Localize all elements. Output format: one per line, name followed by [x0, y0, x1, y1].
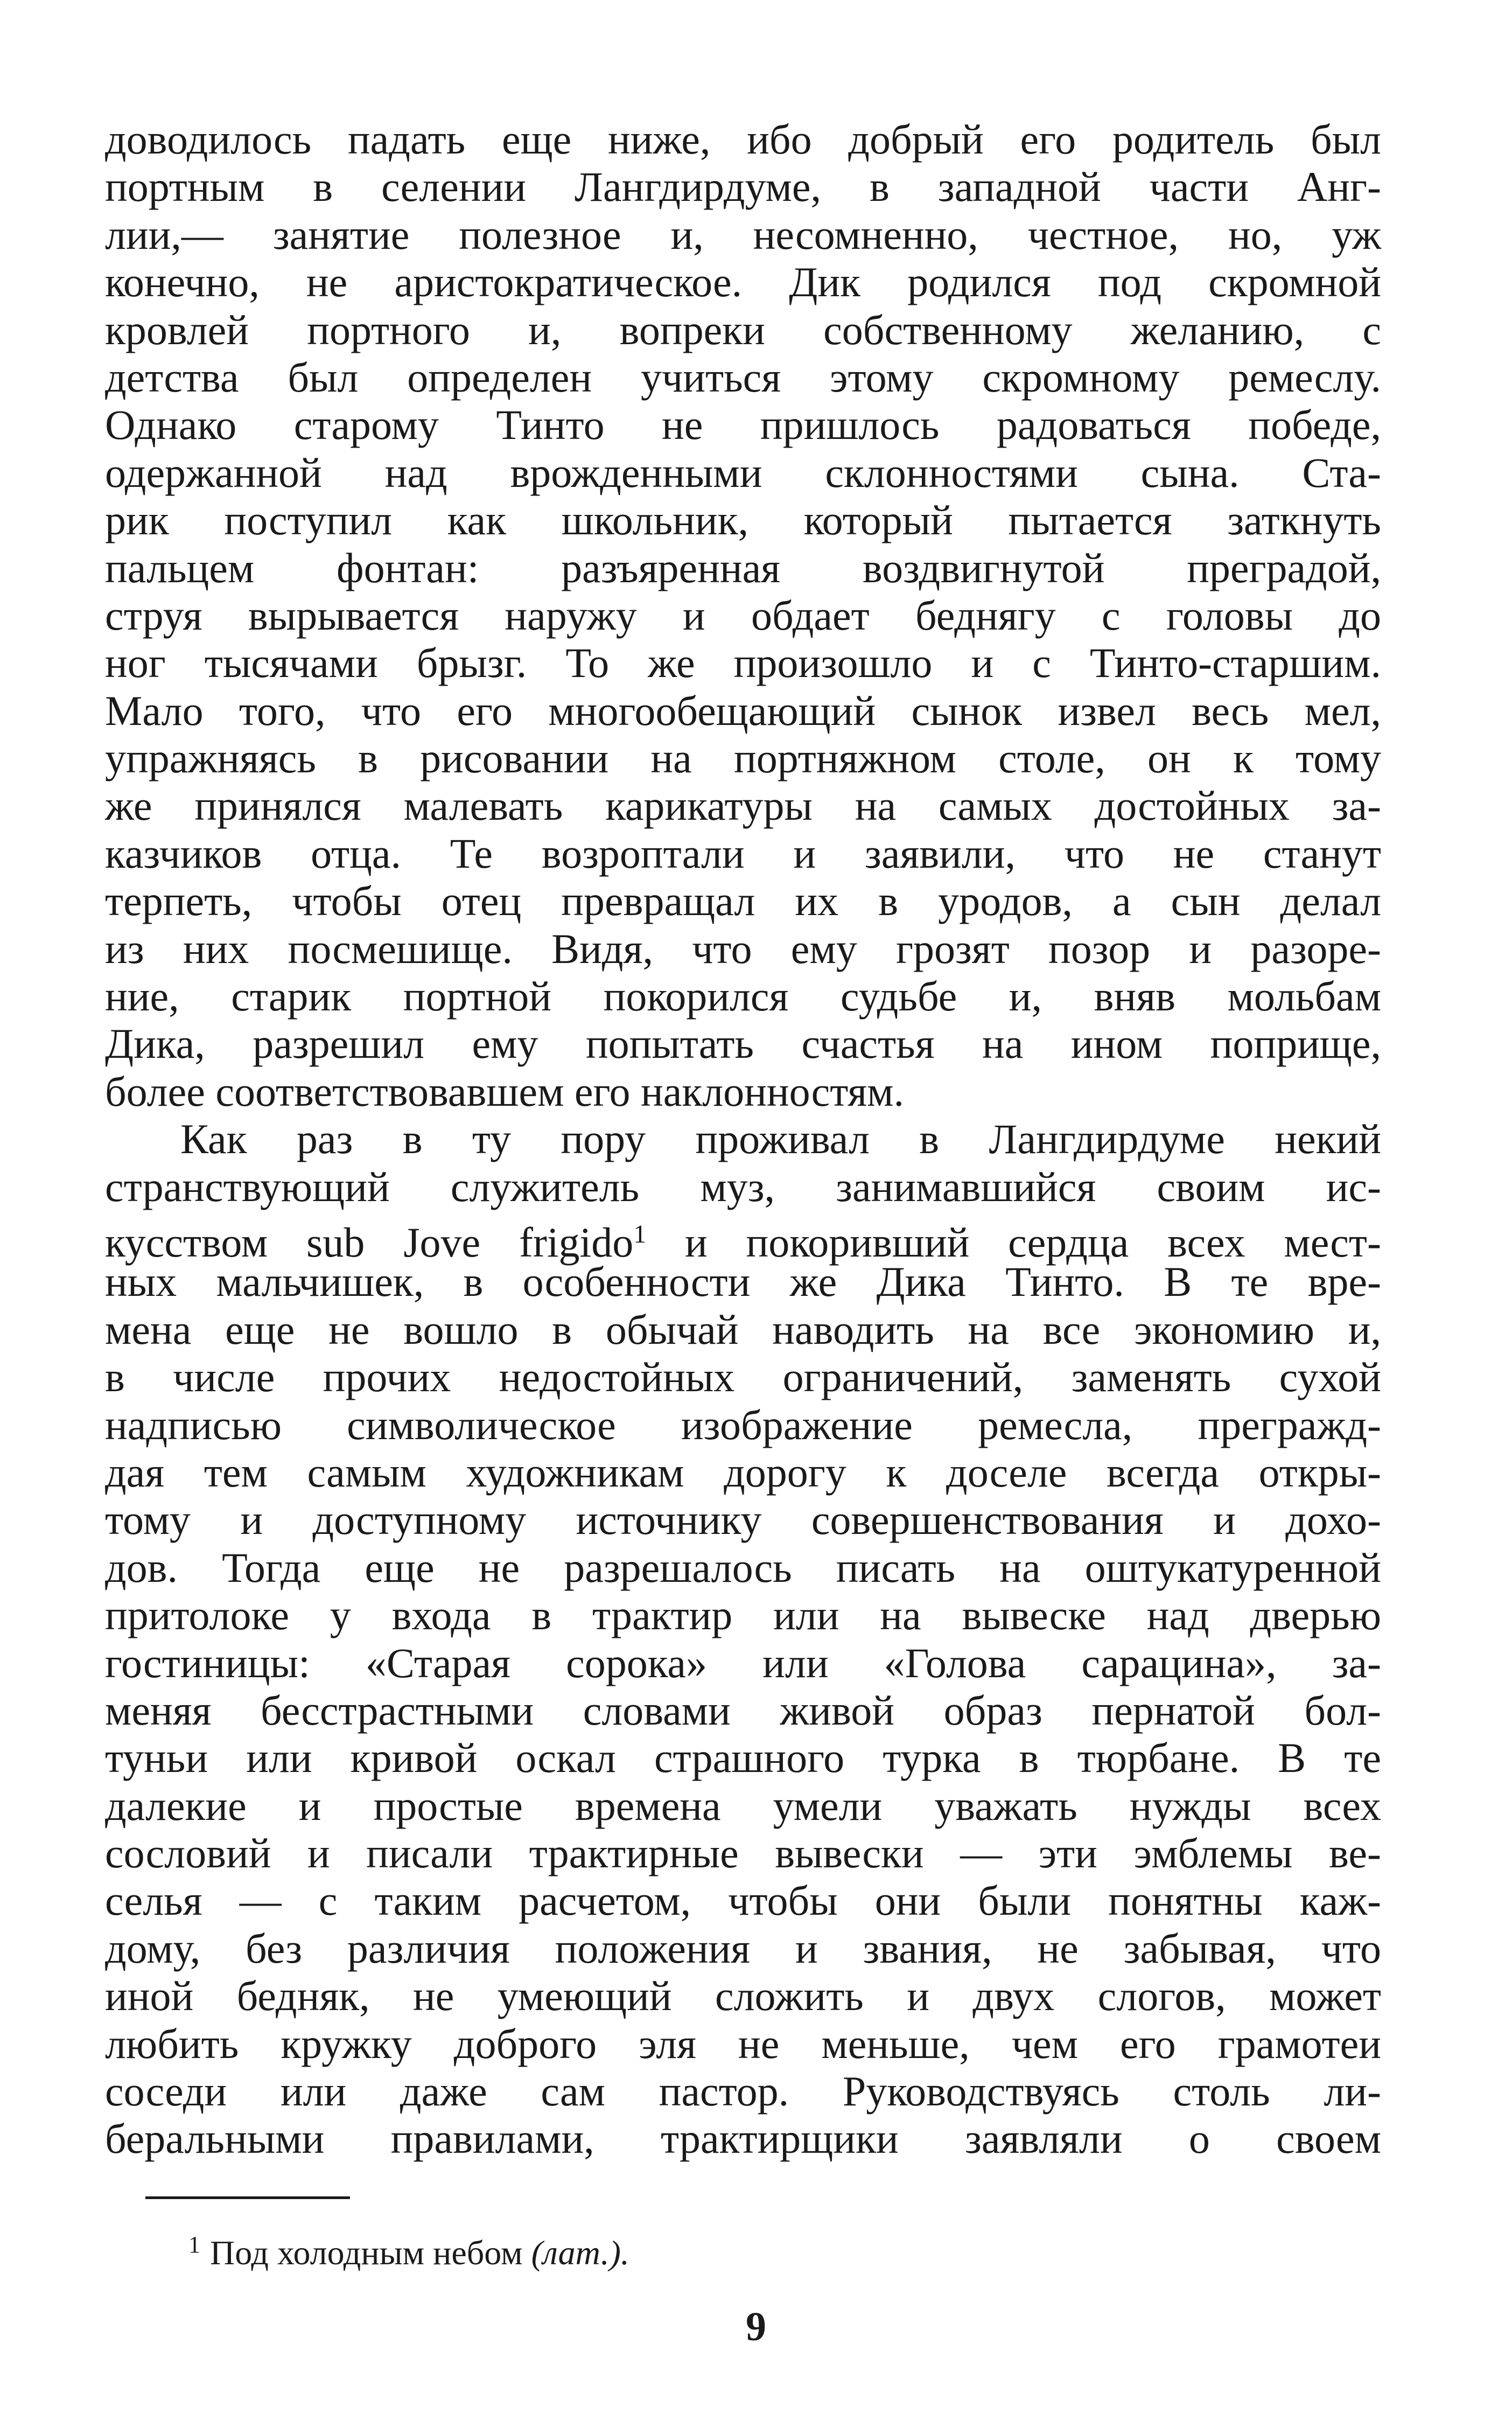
- footnote-text: Под холодным небом: [210, 2234, 531, 2272]
- footnote-marker: 1: [188, 2231, 200, 2258]
- text-line: лии,— занятие полезное и, несомненно, честное, но, уж: [105, 211, 1381, 258]
- text-line: беральными правилами, трактирщики заявляли о своем: [105, 2115, 1381, 2162]
- text-line: терпеть, чтобы отец превращал их в уродов, а сын делал: [105, 877, 1381, 925]
- footnote-reference: 1: [633, 1219, 647, 1248]
- text-line: гостиницы: «Старая сорока» или «Голова сарацина», за-: [105, 1639, 1381, 1686]
- footnote: [188, 2223, 629, 2274]
- text-line: Дика, разрешил ему попытать счастья на ином поприще,: [105, 1020, 1381, 1068]
- footnote-separator: [145, 2196, 350, 2199]
- text-line: Как раз в ту пору проживал в Лангдирдуме некий: [180, 1115, 1381, 1163]
- text-line: надписью символическое изображение ремесла, прегражд-: [105, 1401, 1381, 1448]
- text-line: ног тысячами брызг. То же произошло и с Тинто-старшим.: [105, 639, 1381, 687]
- page-number: 9: [746, 2304, 766, 2349]
- text-line: селья — с таким расчетом, чтобы они были понятны каж-: [105, 1877, 1381, 1924]
- text-line: пальцем фонтан: разъяренная воздвигнутой преградой,: [105, 544, 1381, 591]
- text-line: дому, без различия положения и звания, не забывая, что: [105, 1924, 1381, 1972]
- text-line: в числе прочих недостойных ограничений, заменять сухой: [105, 1353, 1381, 1401]
- text-line: меняя бесстрастными словами живой образ пернатой бол-: [105, 1686, 1381, 1734]
- text-line: доводилось падать еще ниже, ибо добрый его родитель был: [105, 116, 1381, 163]
- text-line: тому и доступному источнику совершенствования и дохо-: [105, 1496, 1381, 1544]
- text-line: одержанной над врожденными склонностями сына. Ста-: [105, 449, 1381, 496]
- text-fragment: кусством sub Jove frigido: [105, 1218, 634, 1266]
- text-line: Мало того, что его многообещающий сынок извел весь мел,: [105, 687, 1381, 734]
- text-line: ние, старик портной покорился судьбе и, вняв мольбам: [105, 973, 1381, 1020]
- text-line: рик поступил как школьник, который пытается заткнуть: [105, 497, 1381, 544]
- text-line: струя вырывается наружу и обдает беднягу с головы до: [105, 591, 1381, 639]
- text-line: мена еще не вошло в обычай наводить на все экономию и,: [105, 1306, 1381, 1353]
- text-line: же принялся малевать карикатуры на самых достойных за-: [105, 782, 1381, 829]
- paragraph-2: [105, 1115, 1381, 2163]
- text-line: более соответствовавшем его наклонностям.: [105, 1068, 905, 1115]
- text-line: из них посмешище. Видя, что ему грозят позор и разоре-: [105, 925, 1381, 972]
- text-line: туньи или кривой оскал страшного турка в тюрбане. В те: [105, 1734, 1381, 1782]
- text-line: иной бедняк, не умеющий сложить и двух слогов, может: [105, 1972, 1381, 2020]
- text-line: кровлей портного и, вопреки собственному желанию, с: [105, 306, 1381, 353]
- text-line: притолоке у входа в трактир или на вывеске над дверью: [105, 1592, 1381, 1639]
- text-line: конечно, не аристократическое. Дик родился под скромной: [105, 259, 1381, 306]
- text-line: портным в селении Лангдирдуме, в западной части Анг-: [105, 163, 1381, 211]
- text-line: казчиков отца. Те возроптали и заявили, что не станут: [105, 829, 1381, 877]
- paragraph-2-rest: [105, 1258, 1381, 2162]
- text-line: ных мальчишек, в особенности же Дика Тинто. В те вре-: [105, 1258, 1381, 1306]
- text-line: [105, 1211, 1381, 1266]
- text-line: соседи или даже сам пастор. Руководствуясь столь ли-: [105, 2068, 1381, 2115]
- paragraph-1: [105, 116, 1381, 1115]
- page-text: [105, 116, 1381, 2163]
- text-line: дов. Тогда еще не разрешалось писать на оштукатуренной: [105, 1544, 1381, 1591]
- text-line: сословий и писали трактирные вывески — эти эмблемы ве-: [105, 1830, 1381, 1877]
- text-line: любить кружку доброго эля не меньше, чем его грамотеи: [105, 2020, 1381, 2067]
- text-line: дая тем самым художникам дорогу к доселе всегда откры-: [105, 1448, 1381, 1496]
- text-fragment: и покоривший сердца всех мест-: [646, 1218, 1381, 1266]
- text-line: детства был определен учиться этому скромному ремеслу.: [105, 353, 1381, 401]
- text-line: далекие и простые времена умели уважать нужды всех: [105, 1782, 1381, 1829]
- text-line: Однако старому Тинто не пришлось радоваться победе,: [105, 401, 1381, 449]
- text-line: странствующий служитель муз, занимавшийся своим ис-: [105, 1163, 1381, 1210]
- text-line: упражняясь в рисовании на портняжном столе, он к тому: [105, 735, 1381, 782]
- footnote-italic: (лат.).: [531, 2234, 629, 2272]
